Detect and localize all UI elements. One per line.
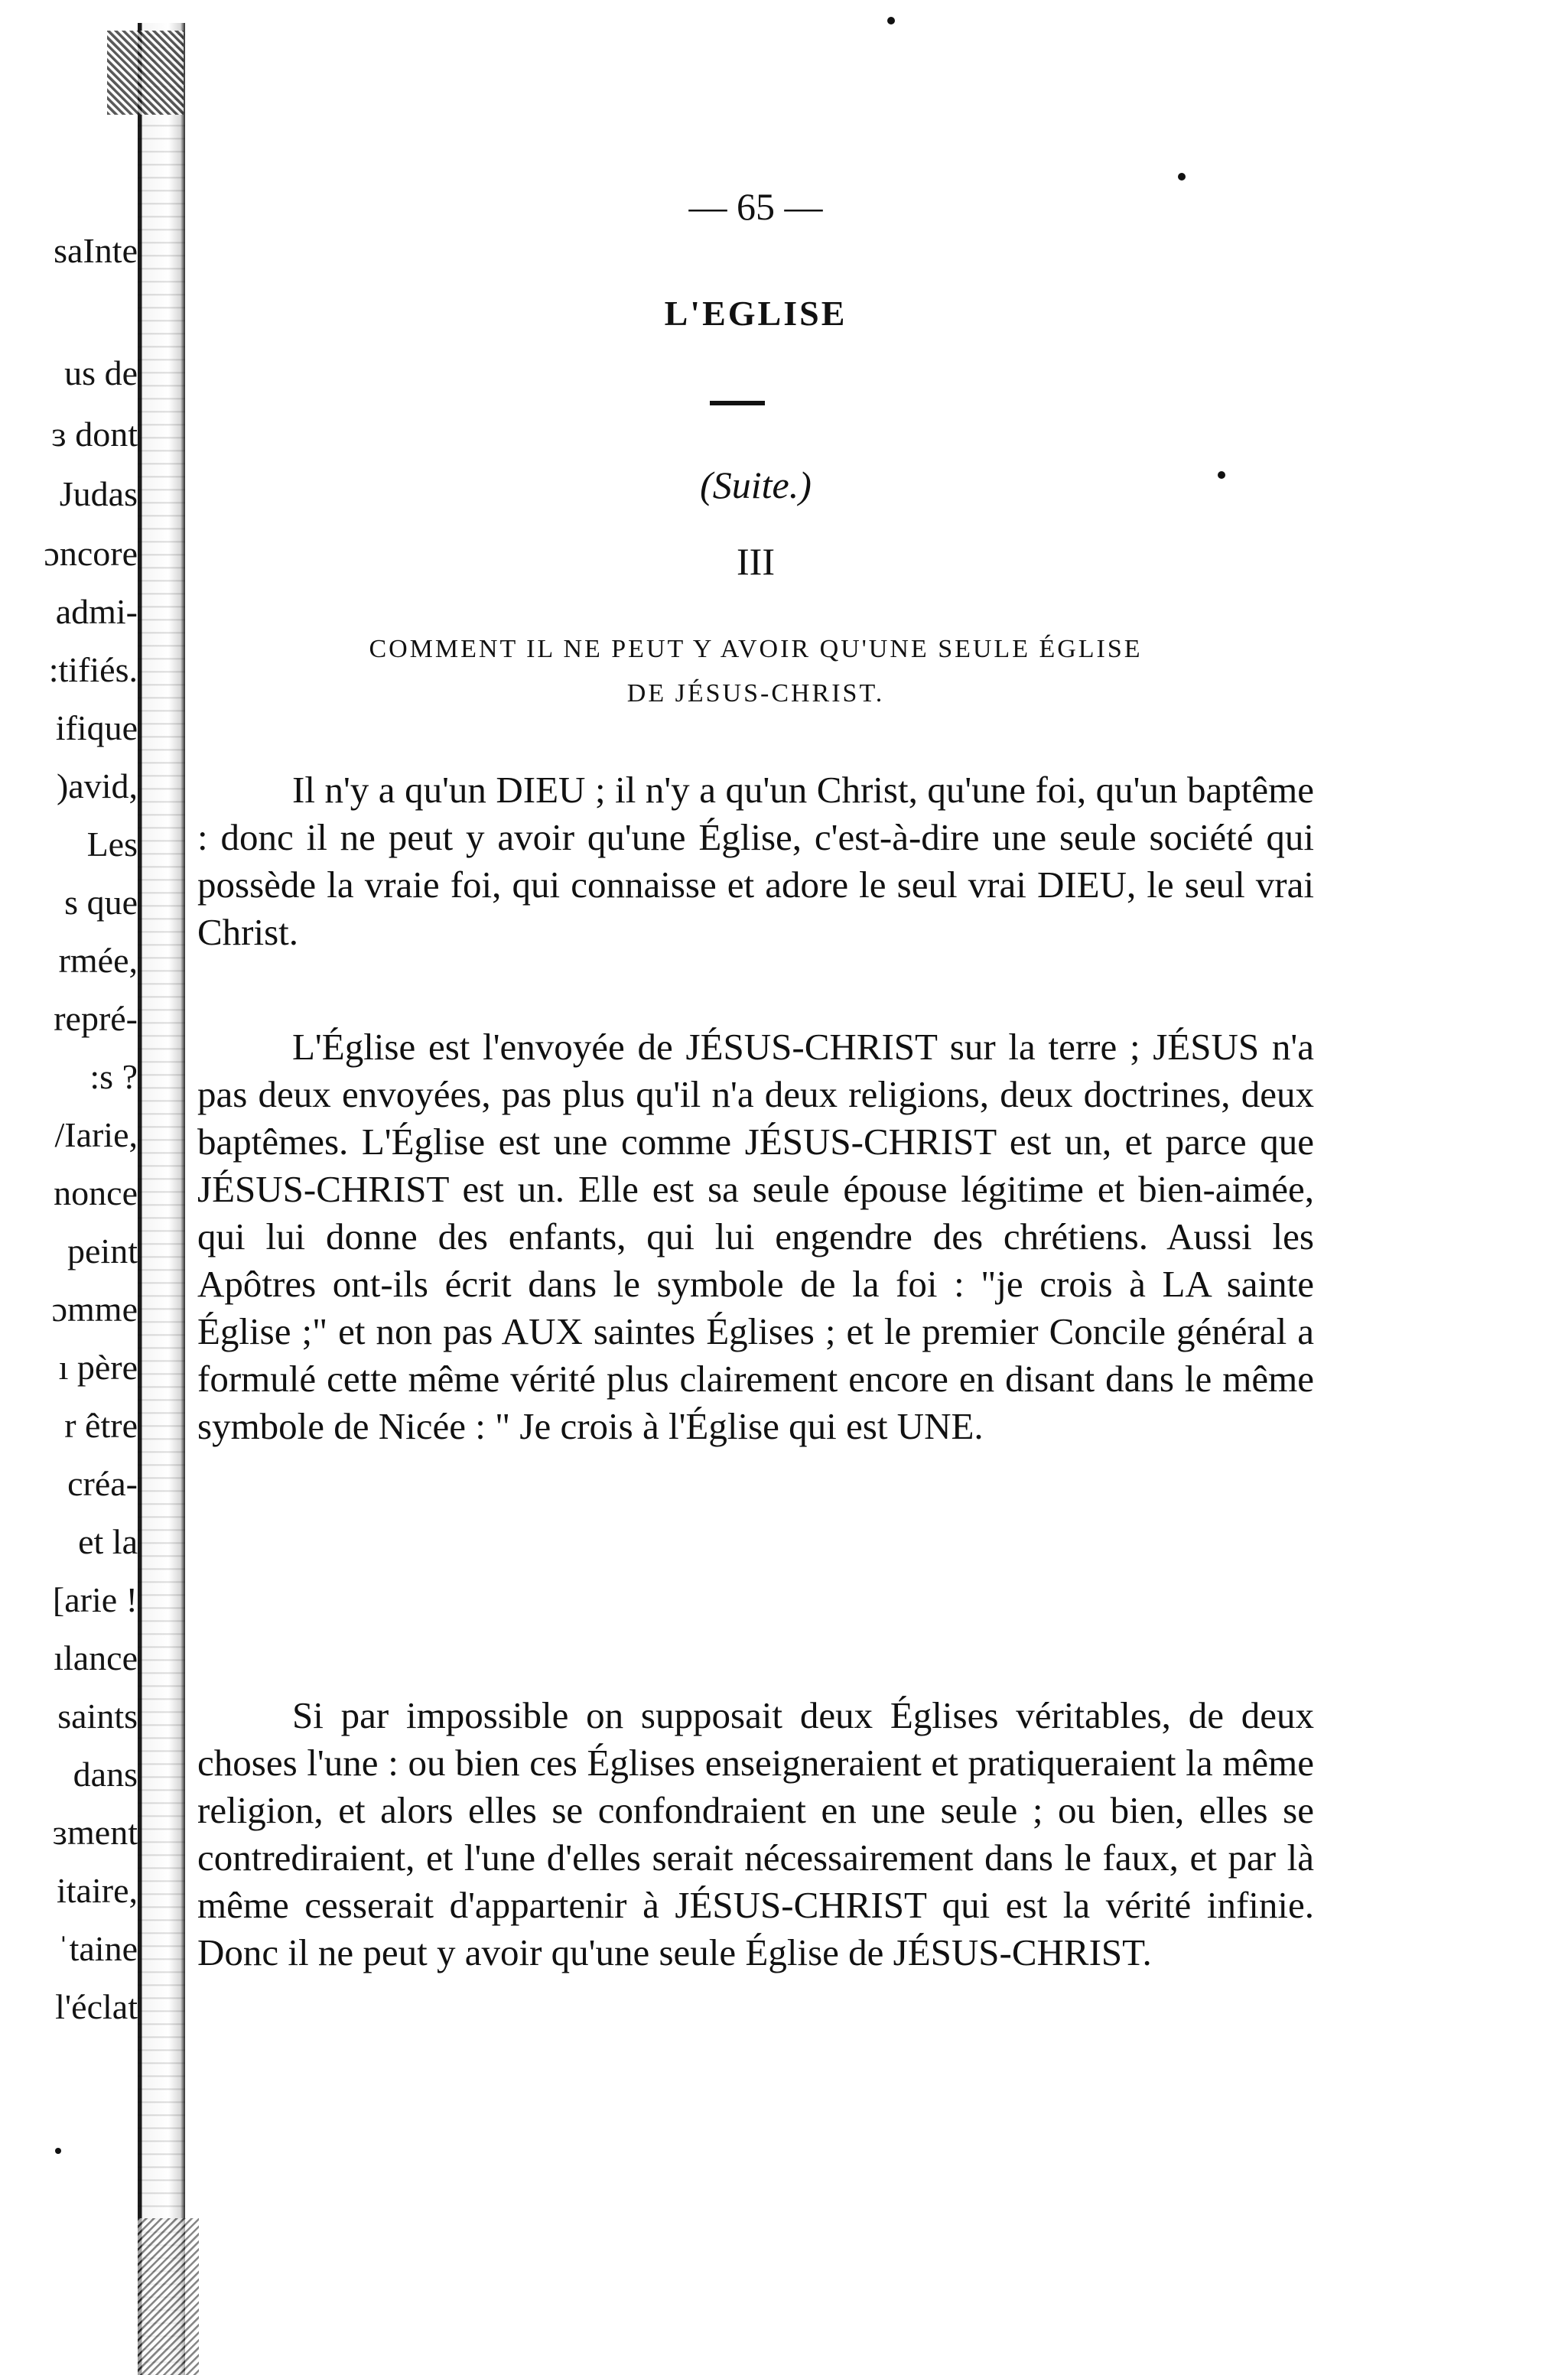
- fragment-line: :s ?: [89, 1057, 138, 1096]
- fragment-line: s que: [64, 883, 138, 922]
- fragment-line: us de: [64, 353, 138, 392]
- fragment-line: l'éclat: [55, 1987, 138, 2026]
- binding-gutter: [138, 23, 185, 2375]
- paragraph: L'Église est l'envoyée de JÉSUS-CHRIST sur la terre ; JÉSUS n'a pas deux envoyées, pas plus qu'il n'a deux religions, deux doctrines, deux baptêmes. L'Église est une comme JÉSUS-CHRIST est un, et parce que JÉSUS-CHRIST est un. Elle est sa seule épouse légitime et bien-aimée, qui lui donne des enfants, qui lui engendre des chrétiens. Aussi les Apôtres ont-ils écrit dans le symbole de la foi : "je crois à LA sainte Église ;" et non pas AUX saintes Églises ; et le premier Concile général a formulé cette même vérité plus clairement encore en disant dans le même symbole de Nicée : " Je crois à l'Église qui est UNE.: [197, 1026, 1314, 1447]
- fragment-line: saints: [57, 1697, 138, 1736]
- gutter-noise: [138, 2218, 199, 2375]
- fragment-line: ɜment: [52, 1813, 138, 1852]
- section-number: III: [737, 540, 775, 583]
- paragraph: Si par impossible on supposait deux Églises véritables, de deux choses l'une : ou bien ces Églises enseigneraient et pratiqueraient la même religion, et alors elles se confondraient en une seule ; ou bien, elles se contrediraient, et l'une d'elles serait nécessairement dans le faux, et par là même cesserait d'appartenir à JÉSUS-CHRIST qui est la vérité infinie. Donc il ne peut y avoir qu'une seule Église de JÉSUS-CHRIST.: [197, 1694, 1314, 1973]
- fragment-line: dans: [73, 1755, 138, 1794]
- facing-page-fragments: [0, 0, 138, 2375]
- fragment-line: admi-: [55, 592, 138, 631]
- dust-speck: [55, 2148, 61, 2154]
- fragment-line: ifique: [55, 708, 138, 747]
- page-number: — 65 —: [688, 185, 823, 228]
- chapter-title: L'EGLISE: [664, 294, 847, 333]
- fragment-line: saInte: [54, 231, 138, 270]
- dust-speck: [1178, 173, 1186, 181]
- fragment-line: ılance: [54, 1638, 138, 1677]
- fragment-line: Judas: [59, 474, 138, 513]
- fragment-line: peint: [67, 1231, 138, 1270]
- fragment-line: ɔmme: [51, 1290, 138, 1329]
- dust-speck: [887, 17, 895, 24]
- continuation-label: (Suite.): [700, 464, 812, 506]
- fragment-line: rmée,: [58, 941, 138, 980]
- gutter-noise: [107, 31, 184, 115]
- fragment-line: r être: [64, 1406, 138, 1445]
- section-title: [197, 627, 1314, 716]
- fragment-line: ı père: [58, 1348, 138, 1387]
- section-title-line: COMMENT IL NE PEUT Y AVOIR QU'UNE SEULE ÉGLISE: [369, 635, 1143, 663]
- fragment-line: et la: [78, 1522, 138, 1561]
- fragment-line: [arie !: [52, 1580, 138, 1619]
- fragment-line: /Iarie,: [54, 1115, 138, 1154]
- fragment-line: )avid,: [56, 766, 138, 805]
- fragment-line: nonce: [54, 1173, 138, 1212]
- fragment-line: ˈtaine: [57, 1929, 138, 1968]
- title-rule: [710, 401, 765, 405]
- section-title-line: DE JÉSUS-CHRIST.: [626, 679, 885, 708]
- fragment-line: Les: [86, 825, 138, 864]
- fragment-line: itaire,: [57, 1871, 138, 1910]
- fragment-line: repré-: [54, 999, 138, 1038]
- paragraph: Il n'y a qu'un DIEU ; il n'y a qu'un Christ, qu'une foi, qu'un baptême : donc il ne peut y avoir qu'une Église, c'est-à-dire une seule société qui possède la vraie foi, qui connaisse et adore le seul vrai DIEU, le seul vrai Christ.: [197, 769, 1314, 953]
- fragment-line: ɜ dont: [51, 415, 138, 454]
- fragment-line: :tifiés.: [48, 650, 138, 689]
- fragment-line: créa-: [67, 1464, 138, 1503]
- fragment-line: ɔncore: [44, 534, 138, 573]
